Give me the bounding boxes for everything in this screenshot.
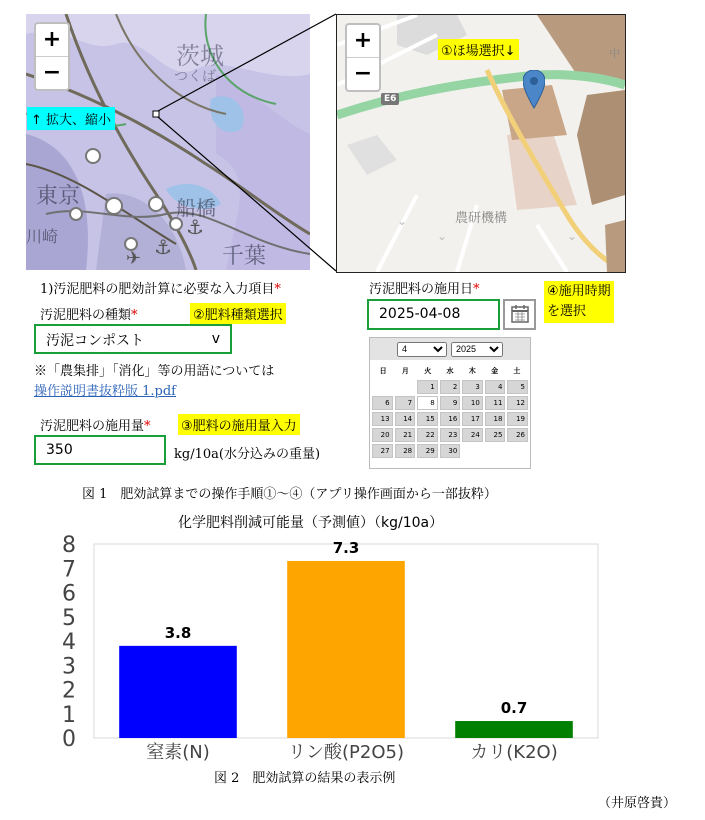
bar-1 — [119, 646, 237, 738]
calendar-day[interactable]: 19 — [507, 412, 528, 426]
calendar-day[interactable]: 30 — [440, 444, 461, 458]
calendar-year-select[interactable] — [451, 342, 503, 357]
calendar-empty-cell — [372, 380, 393, 392]
bar-3 — [455, 721, 573, 738]
x-tick-label: カリ(K2O) — [470, 742, 558, 763]
y-tick-label: 3 — [62, 654, 76, 680]
calendar-month-select[interactable] — [397, 342, 447, 357]
x-tick-label: 窒素(N) — [146, 742, 210, 763]
author-credit: （井原啓貴） — [598, 796, 677, 811]
figure2-caption: 図 2 肥効試算の結果の表示例 — [214, 771, 396, 786]
bar-value-label: 7.3 — [332, 538, 360, 557]
map1-zoom-out-button[interactable]: − — [36, 56, 68, 89]
calendar-day[interactable]: 3 — [462, 380, 483, 394]
calendar-day[interactable]: 24 — [462, 428, 483, 442]
y-tick-label: 0 — [62, 727, 76, 752]
calendar-weekday-row — [370, 360, 530, 380]
map1-label-chiba: 千葉 — [222, 244, 267, 269]
map2-zoom-out-button[interactable]: − — [347, 57, 379, 90]
svg-text:✈: ✈ — [126, 248, 142, 269]
svg-text:⚓: ⚓ — [154, 235, 172, 259]
calendar-day[interactable]: 13 — [372, 412, 393, 426]
calendar-header — [370, 338, 530, 360]
map2-place-label: 農研機構 — [455, 211, 508, 226]
calendar-day[interactable]: 5 — [507, 380, 528, 394]
calendar-day[interactable]: 21 — [395, 428, 416, 442]
bar-value-label: 3.8 — [164, 623, 192, 642]
calendar-day[interactable]: 7 — [395, 396, 416, 410]
map2-zoom-in-button[interactable]: + — [353, 28, 373, 53]
calendar-day[interactable]: 17 — [462, 412, 483, 426]
y-tick-label: 2 — [62, 678, 76, 704]
calendar-day[interactable]: 9 — [440, 396, 461, 410]
y-tick-label: 7 — [62, 557, 76, 583]
calendar-day[interactable]: 4 — [485, 380, 506, 394]
calendar-day[interactable]: 15 — [417, 412, 438, 426]
calendar-day[interactable]: 27 — [372, 444, 393, 458]
calendar-weekday: 月 — [401, 367, 409, 375]
map1-label-tsukuba: つくば — [174, 69, 216, 85]
calendar-weekday: 日 — [379, 367, 387, 375]
zoom-callout: ↑ 拡大、縮小 — [27, 107, 115, 130]
calendar-weekday: 火 — [424, 367, 432, 375]
bar-value-label: 0.7 — [500, 699, 528, 718]
svg-text:⚓: ⚓ — [186, 215, 204, 239]
calendar-day[interactable]: 11 — [485, 396, 506, 410]
form-section-title: 1)汚泥肥料の肥効計算に必要な入力項目* — [40, 282, 281, 297]
fertilizer-type-value: 汚泥コンポスト — [46, 333, 144, 349]
calendar-button[interactable] — [503, 299, 536, 330]
calendar-day[interactable]: 25 — [485, 428, 506, 442]
chart-title: 化学肥料削減可能量（予測値）（kg/10a） — [178, 515, 444, 531]
calendar-day[interactable]: 2 — [440, 380, 461, 394]
date-select-callout: ④施用時期 を選択 — [544, 281, 614, 323]
map2-zoom-control — [345, 23, 381, 92]
field-select-callout: ①ほ場選択↓ — [438, 39, 519, 60]
x-tick-label: リン酸(P2O5) — [288, 742, 404, 763]
calendar-day[interactable]: 20 — [372, 428, 393, 442]
calendar-weekday: 水 — [446, 367, 454, 375]
y-tick-label: 6 — [62, 581, 76, 607]
chevron-down-icon: v — [211, 331, 220, 347]
svg-text:⌄: ⌄ — [397, 214, 408, 228]
amount-input-callout: ③肥料の施用量入力 — [178, 414, 300, 435]
calendar-icon — [505, 301, 534, 328]
type-select-callout: ②肥料種類選択 — [190, 303, 286, 324]
calendar-day[interactable]: 1 — [417, 380, 438, 394]
map1-label-tokyo: 東京 — [36, 184, 81, 209]
calendar-day[interactable]: 26 — [507, 428, 528, 442]
svg-text:⌄: ⌄ — [437, 229, 448, 243]
calendar-day[interactable]: 28 — [395, 444, 416, 458]
y-tick-label: 4 — [62, 630, 76, 655]
calendar-day[interactable]: 12 — [507, 396, 528, 410]
road-badge: E6 — [381, 93, 399, 105]
calendar-day[interactable]: 6 — [372, 396, 393, 410]
map1-label-funabashi: 船橋 — [176, 196, 216, 220]
calendar-weekday: 金 — [491, 367, 499, 375]
bar-2 — [287, 561, 405, 738]
calendar-day[interactable]: 18 — [485, 412, 506, 426]
application-amount-label: 汚泥肥料の施用量* — [40, 419, 151, 434]
calendar-day[interactable]: 23 — [440, 428, 461, 442]
calendar-weekday: 木 — [468, 367, 476, 375]
map2-edge-label: 中 — [609, 47, 620, 60]
calendar-day[interactable]: 29 — [417, 444, 438, 458]
application-date-label: 汚泥肥料の施用日* — [369, 282, 480, 297]
fertilizer-type-label: 汚泥肥料の種類* — [40, 308, 138, 323]
manual-link[interactable]: 操作説明書抜粋版 1.pdf — [34, 384, 176, 399]
field-marker-icon[interactable] — [523, 70, 545, 110]
y-tick-label: 8 — [62, 533, 76, 558]
calendar-empty-cell — [395, 380, 416, 392]
map1-label-ibaraki: 茨城 — [176, 42, 224, 70]
svg-text:⌄: ⌄ — [567, 229, 578, 243]
figure1-caption: 図 1 肥効試算までの操作手順①～④（アプリ操作画面から一部抜粋） — [82, 487, 497, 502]
map1-label-kawasaki: 川崎 — [26, 227, 59, 246]
fertilizer-type-select[interactable] — [34, 324, 232, 354]
y-tick-label: 1 — [62, 702, 76, 728]
calendar-day[interactable]: 14 — [395, 412, 416, 426]
map1-zoom-in-button[interactable]: + — [42, 27, 62, 52]
calendar-day[interactable]: 22 — [417, 428, 438, 442]
terminology-note: ※「農集排」「消化」等の用語については — [34, 364, 275, 379]
calendar-day[interactable]: 10 — [462, 396, 483, 410]
application-amount-input[interactable]: 350 — [34, 435, 166, 465]
calendar-day-grid — [370, 380, 530, 458]
calendar-weekday: 土 — [513, 367, 521, 375]
y-tick-label: 5 — [62, 605, 76, 631]
calendar-day[interactable]: 16 — [440, 412, 461, 426]
application-date-input[interactable]: 2025-04-08 — [367, 299, 500, 330]
calendar-day-selected[interactable]: 8 — [417, 396, 438, 410]
amount-unit: kg/10a(水分込みの重量) — [174, 447, 321, 462]
date-picker-calendar — [369, 337, 531, 469]
bar-chart — [58, 530, 618, 765]
